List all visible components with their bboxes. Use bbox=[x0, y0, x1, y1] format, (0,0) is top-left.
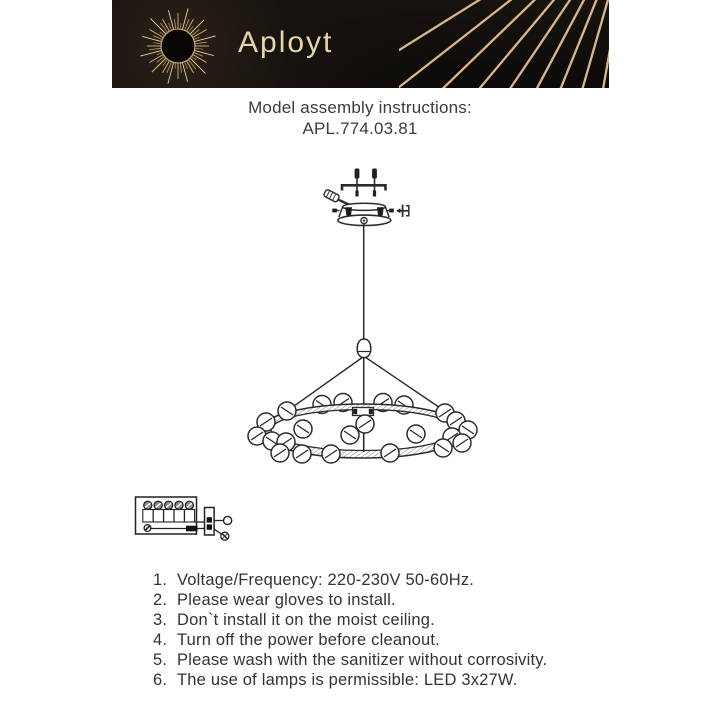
brand-banner bbox=[112, 0, 609, 88]
diagonal-rays-icon bbox=[399, 0, 609, 88]
phillips-screw-icon bbox=[221, 532, 229, 540]
instruction-item: 4. Turn off the power before cleanout. bbox=[172, 631, 547, 651]
canopy bbox=[332, 203, 394, 225]
mounting-bracket bbox=[342, 185, 386, 190]
title-block bbox=[0, 97, 720, 139]
instruction-item: 2. Please wear gloves to install. bbox=[172, 591, 547, 611]
instruction-item: 5. Please wash with the sanitizer without corrosivity. bbox=[172, 651, 547, 671]
sunburst-logo-icon bbox=[130, 2, 226, 88]
brand-wordmark: Aployt bbox=[238, 26, 334, 59]
mount-screws bbox=[355, 169, 377, 197]
assembly-drawing bbox=[0, 140, 720, 560]
screw-icon bbox=[396, 205, 408, 217]
instruction-item: 1. Voltage/Frequency: 220-230V 50-60Hz. bbox=[172, 571, 547, 591]
logo-center-disk bbox=[162, 30, 194, 62]
model-number: APL.774.03.81 bbox=[302, 119, 418, 138]
terminal-screws bbox=[144, 501, 194, 509]
eyelet-icon bbox=[224, 516, 232, 524]
page-title: Model assembly instructions: bbox=[248, 98, 472, 117]
instruction-item: 3. Don`t install it on the moist ceiling. bbox=[172, 611, 547, 631]
instruction-list bbox=[146, 571, 547, 690]
ceiling-mount bbox=[323, 169, 409, 226]
wire-clamp bbox=[353, 408, 374, 416]
terminal-block-diagram bbox=[136, 497, 232, 540]
cord-connector bbox=[357, 339, 371, 358]
instruction-item: 6. The use of lamps is permissible: LED 3x27W. bbox=[172, 671, 547, 691]
